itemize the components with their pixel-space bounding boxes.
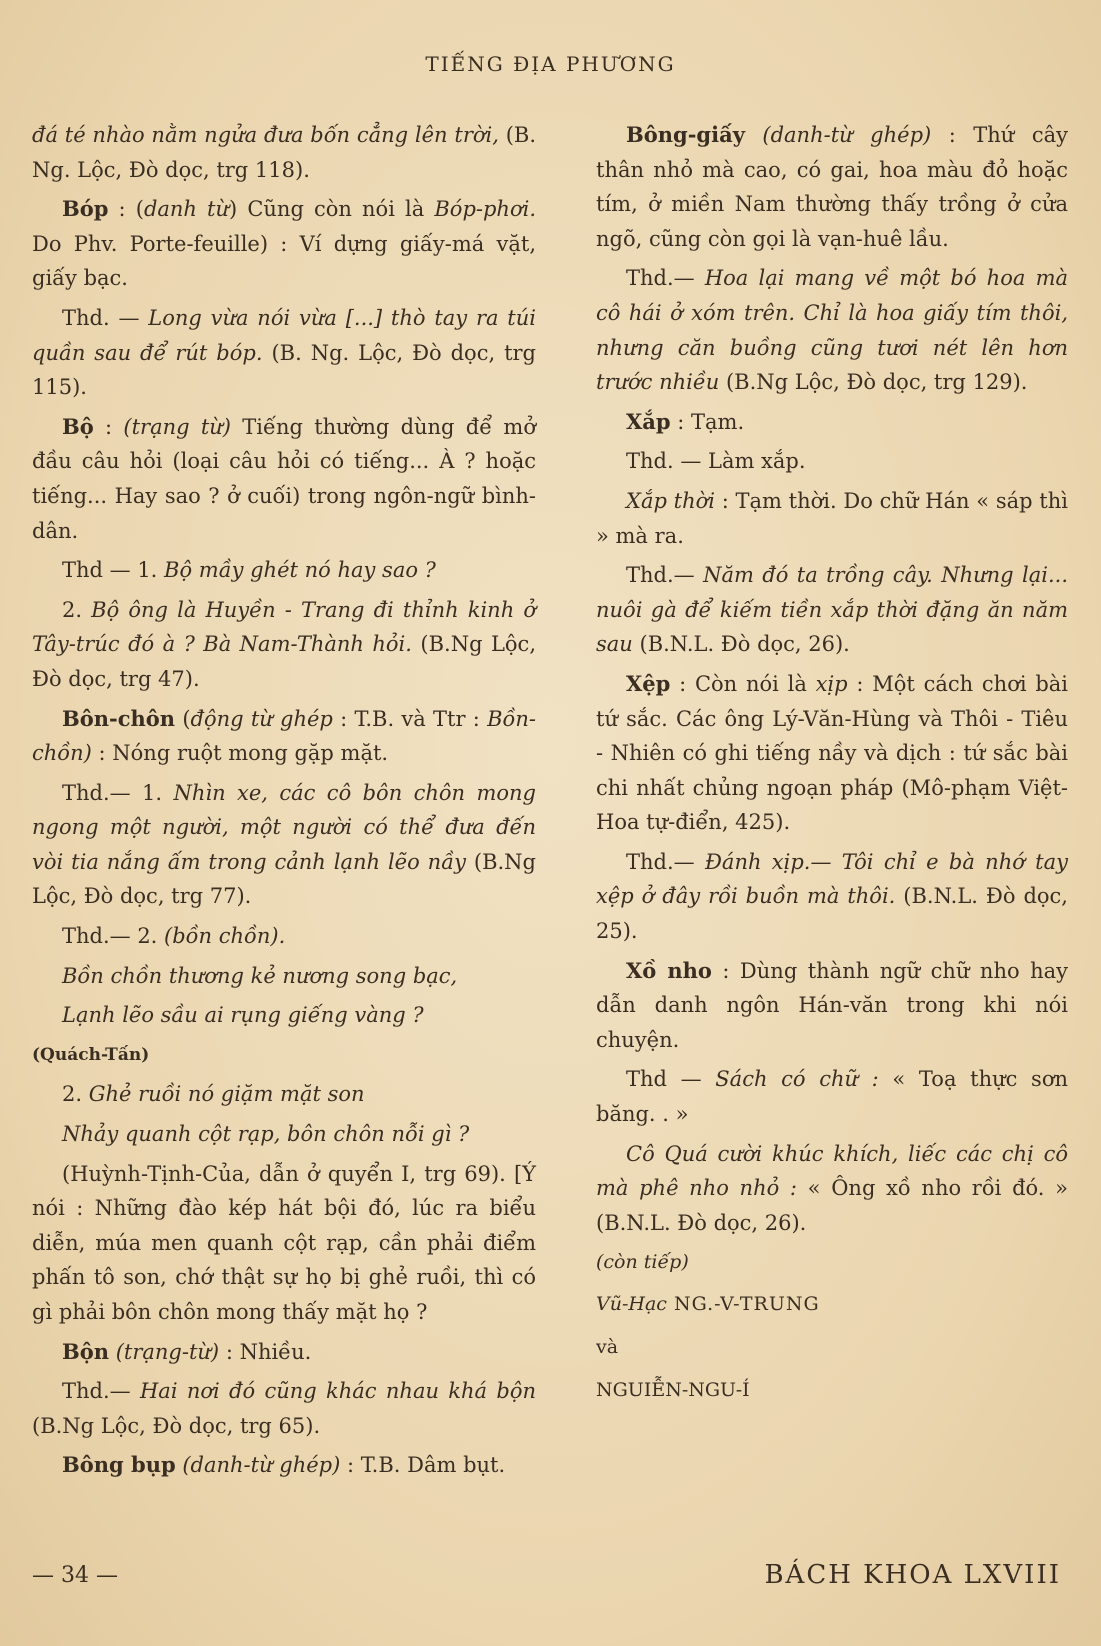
entry-continuation: đá té nhào nằm ngửa đưa bốn cẳng lên trời, (B. Ng. Lộc, Đò dọc, trg 118).	[32, 123, 537, 182]
headword: Xồ nho	[626, 957, 712, 983]
right-column	[596, 118, 1068, 1414]
example-bon-chon-3b: Nhảy quanh cột rạp, bôn chôn nỗi gì ?	[62, 1122, 470, 1147]
example-bop: Thd. — Long vừa nói vừa [...] thò tay ra túi quần sau để rút bóp. (B. Ng. Lộc, Đò dọc, trg 115).	[32, 305, 536, 400]
example-bon-chon-2: Thd.— 2. (bồn chồn).	[62, 924, 286, 949]
entry-bo: Bộ : (trạng từ) Tiếng thường dùng để mở đầu câu hỏi (loại câu hỏi có tiếng... À ? hoặc tiếng... Hay sao ? ở cuối) trong ngôn-ngữ bình-dân.	[32, 413, 536, 543]
example-xap: Thd. — Làm xắp.	[626, 449, 806, 474]
example-xo-nho-1: Thd — Sách có chữ : « Toạ thực sơn băng. . »	[596, 1067, 1068, 1127]
author-line-2: NGUIỄN-NGU-Í	[596, 1379, 750, 1401]
headword: Bộ	[62, 413, 94, 439]
entry-bop: Bóp : (danh từ) Cũng còn nói là Bóp-phơi. Do Phv. Porte-feuille) : Ví dựng giấy-má vặt, giấy bạc.	[32, 196, 536, 291]
entry-xap: Xắp : Tạm.	[626, 408, 745, 434]
example-xep: Thd.— Đánh xịp.— Tôi chỉ e bà nhớ tay xệp ở đây rồi buồn mà thôi. (B.N.L. Đò dọc, 25).	[596, 849, 1068, 944]
entry-xep: Xệp : Còn nói là xịp : Một cách chơi bài tứ sắc. Các ông Lý-Văn-Hùng và Thôi - Tiêu - Nhiên có ghi tiếng nầy và dịch : tứ sắc bài chi nhất chủng ngoạn pháp (Mô-phạm Việt-Hoa tự-điển, 425).	[596, 670, 1068, 835]
headword: Xắp	[626, 408, 671, 434]
headword: Bông bụp	[62, 1452, 176, 1478]
poem-attribution: (Quách-Tấn)	[32, 1044, 150, 1065]
example-xo-nho-2: Cô Quá cười khúc khích, liếc các chị cô mà phê nho nhỏ : « Ông xồ nho rồi đó. » (B.N.L. Đò dọc, 26).	[596, 1141, 1068, 1235]
example-bon: Thd.— Hai nơi đó cũng khác nhau khá bộn (B.Ng Lộc, Đò dọc, trg 65).	[32, 1379, 537, 1438]
example-bong-giay: Thd.— Hoa lại mang về một bó hoa mà cô hái ở xóm trên. Chỉ là hoa giấy tím thôi, nhưng căn buồng cũng tươi nét lên hơn trước nhiều (B.Ng Lộc, Đò dọc, trg 129).	[596, 266, 1068, 395]
poem-line: Bồn chồn thương kẻ nương song bạc,	[62, 963, 458, 988]
entry-xo-nho: Xồ nho : Dùng thành ngữ chữ nho hay dẫn danh ngôn Hán-văn trong khi nói chuyện.	[596, 957, 1068, 1052]
headword: Bôn-chôn	[62, 705, 176, 731]
example-bon-chon-1: Thd.— 1. Nhìn xe, các cô bôn chôn mong ngong một người, một người có thể đưa đến vòi tia nắng ấm trong cảnh lạnh lẽo nầy (B.Ng Lộc, Đò dọc, trg 77).	[32, 780, 536, 909]
example-bo-1: Thd — 1. Bộ mầy ghét nó hay sao ?	[62, 558, 436, 583]
explanation: (Huỳnh-Tịnh-Của, dẫn ở quyển I, trg 69). [Ý nói : Những đào kép hát bội đó, lúc ra biểu diễn, múa men quanh cột rạp, cần phải điểm phấn tô son, chớ thật sự họ bị ghẻ ruồi, thì có gì phải bôn chôn mong thấy mặt họ ?	[32, 1161, 536, 1324]
running-title: TIẾNG ĐỊA PHƯƠNG	[425, 52, 676, 76]
entry-bong-giay: Bông-giấy (danh-từ ghép) : Thứ cây thân nhỏ mà cao, có gai, hoa màu đỏ hoặc tím, ở miền Nam thường thấy trồng ở cửa ngõ, cũng còn gọi là vạn-huê lầu.	[596, 122, 1068, 251]
continued-note: (còn tiếp)	[596, 1251, 689, 1274]
example-bon-chon-3: 2. Ghẻ ruồi nó giặm mặt son	[62, 1082, 365, 1107]
entry-xap-thoi: Xắp thời : Tạm thời. Do chữ Hán « sáp thì » mà ra.	[596, 488, 1068, 548]
poem-line: Lạnh lẽo sầu ai rụng giếng vàng ?	[62, 1003, 424, 1028]
entry-bon: Bộn (trạng-từ) : Nhiều.	[62, 1338, 312, 1364]
headword: Xệp	[626, 670, 671, 696]
headword: Bông-giấy	[626, 122, 745, 147]
entry-bon-chon: Bôn-chôn (động từ ghép : T.B. và Ttr : Bồn-chồn) : Nóng ruột mong gặp mặt.	[32, 705, 536, 766]
author-conjunction: và	[596, 1336, 619, 1358]
entry-bong-bup: Bông bụp (danh-từ ghép) : T.B. Dâm bụt.	[62, 1452, 506, 1478]
author-line-1: Vũ-Hạc NG.-V-TRUNG	[596, 1293, 820, 1315]
left-column	[32, 118, 536, 1488]
headword: Bộn	[62, 1338, 110, 1364]
example-xap-thoi: Thd.— Năm đó ta trồng cây. Nhưng lại... nuôi gà để kiếm tiền xắp thời đặng ăn năm sau (B.N.L. Đò dọc, 26).	[596, 563, 1069, 657]
headword: Bóp	[62, 196, 109, 222]
publication-name: BÁCH KHOA LXVIII	[764, 1560, 1061, 1590]
page-number: — 34 —	[32, 1563, 118, 1588]
example-bo-2: 2. Bộ ông là Huyền - Trang đi thỉnh kinh ở Tây-trúc đó à ? Bà Nam-Thành hỏi. (B.Ng Lộc, Đò dọc, trg 47).	[32, 597, 536, 691]
